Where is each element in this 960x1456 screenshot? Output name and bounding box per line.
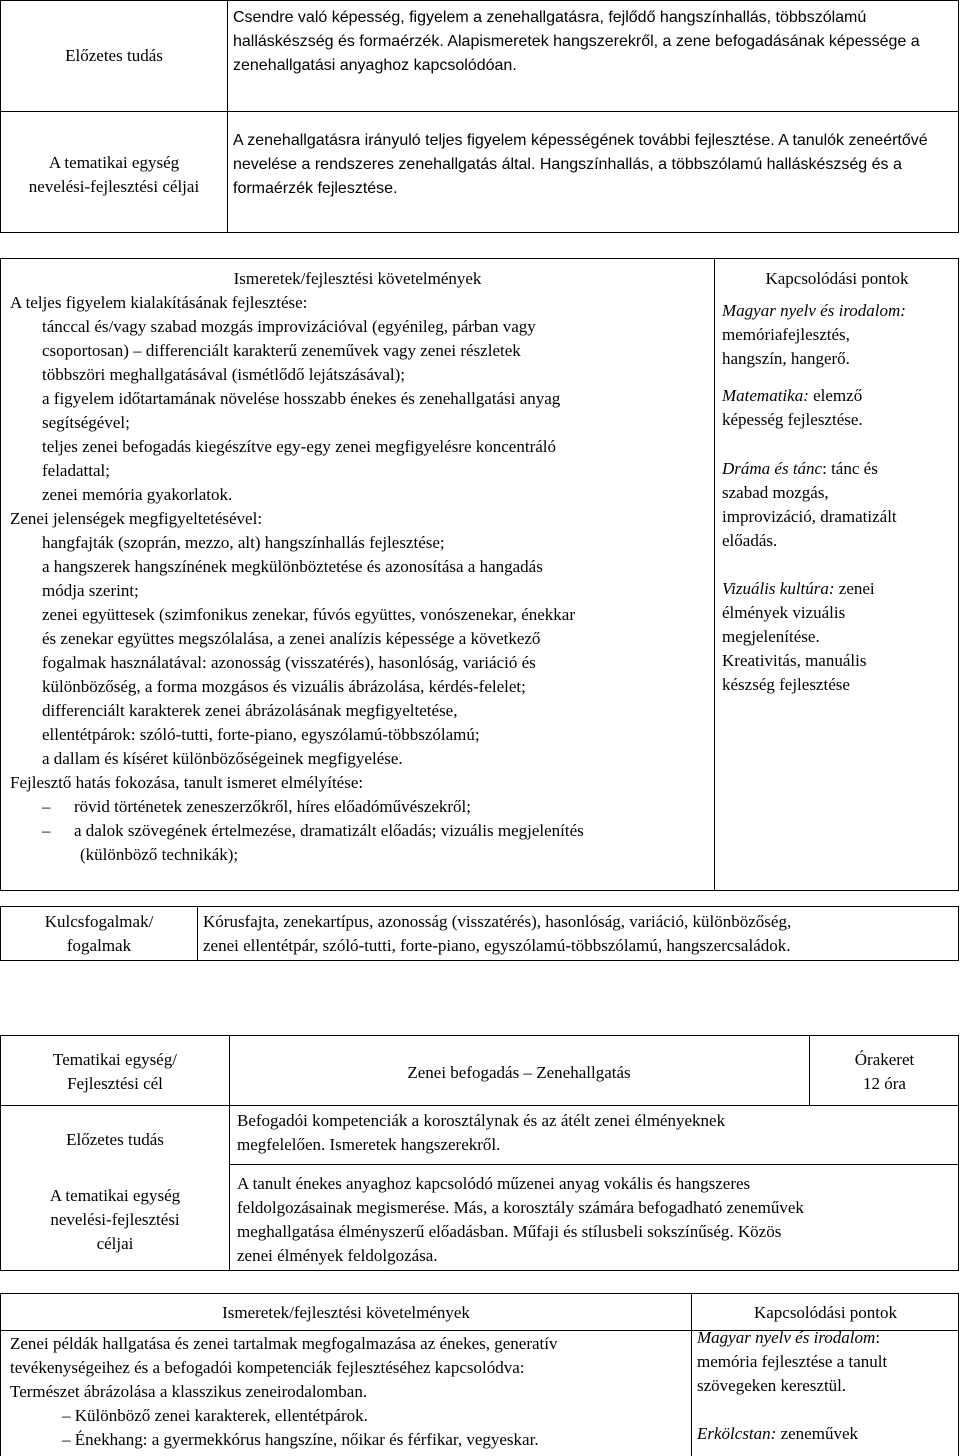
requirements-body — [10, 291, 710, 867]
connection-text: memóriafejlesztés, — [722, 325, 850, 344]
requirement-line: többszöri meghallgatásával (ismétlődő lejátszásával); — [42, 365, 406, 384]
dash-item-text: a dalok szövegének értelmezése, dramatizált előadás; vizuális megjelenítés — [74, 821, 584, 840]
text-line: meghallgatása élményszerű előadásban. Műfaji és stílusbeli sokszínűség. Közös — [237, 1222, 782, 1241]
requirement-line: fogalmak használatával: azonosság (visszatérés), hasonlóság, variáció és — [42, 653, 536, 672]
section-heading: Fejlesztő hatás fokozása, tanult ismeret elmélyítése: — [10, 773, 364, 792]
prior-knowledge-text: Csendre való képesség, figyelem a zenehallgatásra, fejlődő hangszínhallás, többszólamú halláskészség és formaérzék. Alapismeretek hangszerekről, a zene befogadásának képessége a zenehallgatási anyaghoz kapcsolódóan. — [233, 9, 920, 74]
requirement-line: és zenekar együttes megszólalása, a zenei analízis képessége a következő — [42, 629, 541, 648]
requirement-line: feladattal; — [42, 461, 110, 480]
connection-magyar — [722, 299, 958, 371]
requirement-line: tevékenységeihez és a befogadói kompetenciák fejlesztéséhez kapcsolódva: — [10, 1358, 525, 1377]
row-divider — [1, 111, 958, 112]
key-concepts-line: Kórusfajta, zenekartípus, azonosság (visszatérés), hasonlóság, variáció, különbözőség, — [203, 912, 792, 931]
unit-label-line: Fejlesztési cél — [67, 1074, 163, 1093]
requirement-line: tánccal és/vagy szabad mozgás improvizációval (egyénileg, párban vagy — [42, 317, 536, 336]
requirement-line: a dallam és kíséret különbözőségeinek megfigyelése. — [42, 749, 403, 768]
connections-header: Kapcsolódási pontok — [765, 269, 909, 288]
section-heading: A teljes figyelem kialakításának fejlesztése: — [10, 293, 308, 312]
goals-label-line: céljai — [96, 1234, 134, 1253]
unit-label-line: Tematikai egység/ — [53, 1050, 177, 1069]
dash-list-item: – Énekhang: a gyermekkórus hangszíne, nőikar és férfikar, vegyeskar. — [62, 1430, 539, 1449]
connection-text: : tánc és — [822, 459, 878, 478]
text-line: Befogadói kompetenciák a korosztálynak és az átélt zenei élményeknek — [237, 1111, 726, 1130]
requirements-table — [0, 258, 959, 891]
prior-knowledge-label: Előzetes tudás — [65, 46, 163, 65]
row-divider — [229, 1164, 958, 1165]
connection-text: Kreativitás, manuális — [722, 651, 867, 670]
text-line: megfelelően. Ismeretek hangszerekről. — [237, 1135, 501, 1154]
connection-text: szabad mozgás, — [722, 483, 829, 502]
hours-box — [809, 1048, 960, 1096]
dash-list-item — [10, 795, 710, 819]
connections-body — [722, 299, 958, 697]
section-heading: Zenei jelenségek megfigyeltetésével: — [10, 509, 263, 528]
connections-header: Kapcsolódási pontok — [753, 1303, 898, 1322]
text-line: A tanult énekes anyaghoz kapcsolódó műzenei anyag vokális és hangszeres — [237, 1174, 751, 1193]
connection-text: improvizáció, dramatizált — [722, 507, 897, 526]
goals-label-line: A tematikai egység — [48, 153, 180, 172]
dash-item-continuation: (különböző technikák); — [80, 845, 239, 864]
subject-name: Matematika: — [722, 386, 809, 405]
goals-label-line: A tematikai egység — [49, 1186, 181, 1205]
dash-list-item — [10, 819, 710, 843]
goals-text — [237, 1172, 957, 1268]
goals-text: A zenehallgatásra irányuló teljes figyelem képességének további fejlesztése. A tanulók zeneértővé nevelése a rendszeres zenehallgatás által. Hangszínhallás, a többszólamú halláskészség és a formaérzék fejlesztése. — [233, 132, 928, 197]
connection-vizualis — [722, 577, 958, 697]
key-concepts-table — [0, 906, 959, 961]
unit-header-table — [0, 1035, 959, 1271]
subject-name: Erkölcstan: — [697, 1424, 777, 1443]
requirement-line: Zenei példák hallgatása és zenei tartalmak megfogalmazása az énekes, generatív — [10, 1334, 558, 1353]
unit-title: Zenei befogadás – Zenehallgatás — [407, 1063, 631, 1082]
connection-text: megjelenítése. — [722, 627, 820, 646]
goals-label-line: nevelési-fejlesztési céljai — [28, 177, 200, 196]
requirement-line: segítségével; — [42, 413, 130, 432]
connection-text: előadás. — [722, 531, 778, 550]
dash-list-item: – Különböző zenei karakterek, ellentétpárok. — [62, 1406, 368, 1425]
requirement-line: hangfajták (szoprán, mezzo, alt) hangszínhallás fejlesztése; — [42, 533, 445, 552]
requirement-line: Természet ábrázolása a klasszikus zeneirodalomban. — [10, 1382, 368, 1401]
key-concepts-text — [203, 910, 959, 958]
requirement-line: csoportosan) – differenciált karakterű zeneművek vagy zenei részletek — [42, 341, 521, 360]
key-concepts-label-line: fogalmak — [66, 936, 132, 955]
requirement-line: módja szerint; — [42, 581, 139, 600]
hours-label: Órakeret — [854, 1050, 915, 1069]
subject-name: Vizuális kultúra: — [722, 579, 835, 598]
connections-body — [697, 1326, 957, 1446]
requirement-line: különbözőség, a forma mozgásos és vizuális ábrázolása, kérdés-felelet; — [42, 677, 526, 696]
row-divider — [1, 1105, 958, 1106]
requirement-line: a hangszerek hangszínének megkülönböztetése és azonosítása a hangadás — [42, 557, 543, 576]
hours-value: 12 óra — [863, 1074, 906, 1093]
requirement-line: zenei együttesek (szimfonikus zenekar, fúvós együttes, vonószenekar, énekkar — [42, 605, 575, 624]
text-line: zenei élmények feldolgozása. — [237, 1246, 438, 1265]
dash-bullet: – — [42, 821, 51, 840]
connection-text: hangszín, hangerő. — [722, 349, 850, 368]
column-divider — [714, 259, 715, 890]
requirement-line: differenciált karakterek zenei ábrázolásának megfigyeltetése, — [42, 701, 458, 720]
requirement-line: ellentétpárok: szóló-tutti, forte-piano, egyszólamú-többszólamú; — [42, 725, 480, 744]
requirements-body — [10, 1332, 690, 1452]
requirement-line: zenei memória gyakorlatok. — [42, 485, 233, 504]
connection-text: képesség fejlesztése. — [722, 410, 863, 429]
goals-label-line: nevelési-fejlesztési — [50, 1210, 180, 1229]
connection-text: zenei — [834, 579, 875, 598]
subject-name: Dráma és tánc — [722, 459, 823, 478]
column-divider — [227, 1, 228, 232]
text-line: feldolgozásainak megismerése. Más, a korosztály számára befogadható zeneművek — [237, 1198, 804, 1217]
connection-text: memória fejlesztése a tanult — [697, 1352, 888, 1371]
key-concepts-label-line: Kulcsfogalmak/ — [44, 912, 154, 931]
connection-text: szövegeken keresztül. — [697, 1376, 847, 1395]
requirements-header: Ismeretek/fejlesztési követelmények — [233, 269, 482, 288]
subject-name: Magyar nyelv és irodalom — [697, 1328, 876, 1347]
goals-label — [1, 1184, 229, 1256]
connection-drama — [722, 457, 958, 553]
goals-label — [1, 151, 227, 199]
connection-text: elemző — [808, 386, 863, 405]
prerequisites-goals-table — [0, 0, 959, 233]
requirements-header: Ismeretek/fejlesztési követelmények — [222, 1303, 470, 1322]
dash-item-text: rövid történetek zeneszerzőkről, híres előadóművészekről; — [74, 797, 471, 816]
unit-label — [1, 1048, 229, 1096]
prior-knowledge-label: Előzetes tudás — [66, 1130, 164, 1149]
connection-text: élmények vizuális — [722, 603, 846, 622]
connection-text: : — [875, 1328, 881, 1347]
key-concepts-line: zenei ellentétpár, szóló-tutti, forte-piano, egyszólamú-többszólamú, hangszercsaládok. — [203, 936, 791, 955]
key-concepts-label — [1, 910, 197, 958]
connection-matek — [722, 384, 958, 432]
dash-bullet: – — [42, 797, 51, 816]
requirement-line: a figyelem időtartamának növelése hosszabb énekes és zenehallgatási anyag — [42, 389, 561, 408]
requirement-line: teljes zenei befogadás kiegészítve egy-egy zenei megfigyelésre koncentráló — [42, 437, 557, 456]
connection-text: készség fejlesztése — [722, 675, 850, 694]
column-divider — [197, 907, 198, 960]
subject-name: Magyar nyelv és irodalom: — [722, 301, 906, 320]
connection-text: zeneművek — [776, 1424, 858, 1443]
prior-knowledge-text — [237, 1109, 957, 1157]
requirements-table-2 — [0, 1293, 959, 1456]
